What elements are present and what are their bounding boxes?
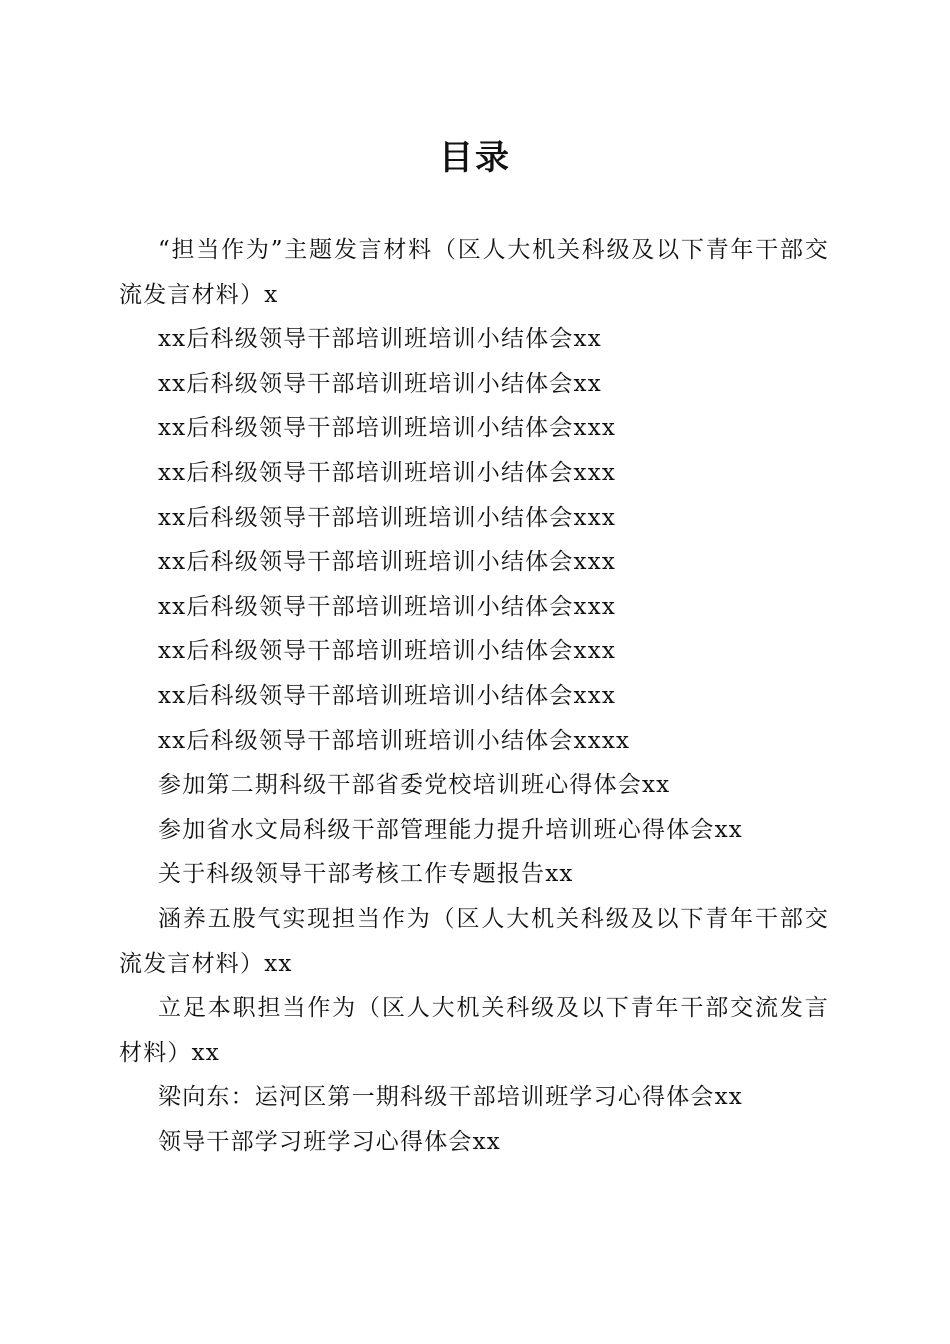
toc-entry: 关于科级领导干部考核工作专题报告xx (158, 861, 574, 888)
toc-entry: xx后科级领导干部培训班培训小结体会xxx (158, 504, 617, 531)
toc-entry: 参加第二期科级干部省委党校培训班心得体会xx (158, 772, 671, 799)
toc-entry: xx后科级领导干部培训班培训小结体会xxxx (158, 727, 631, 754)
toc-entry: “担当作为”主题发言材料（区人大机关科级及以下青年干部交流发言材料）x (119, 237, 829, 308)
toc-entry: xx后科级领导干部培训班培训小结体会xxx (158, 415, 617, 442)
toc-entry: 涵养五股气实现担当作为（区人大机关科级及以下青年干部交流发言材料）xx (119, 905, 829, 977)
toc-entry: xx后科级领导干部培训班培训小结体会xx (158, 326, 602, 353)
toc-entry: xx后科级领导干部培训班培训小结体会xx (158, 370, 602, 397)
page-title: 目录 (439, 138, 511, 178)
toc-entry: xx后科级领导干部培训班培训小结体会xxx (158, 638, 617, 665)
toc-entry: 领导干部学习班学习心得体会xx (158, 1128, 501, 1155)
toc-entry: 梁向东：运河区第一期科级干部培训班学习心得体会xx (158, 1084, 743, 1111)
table-of-contents (119, 228, 829, 1164)
toc-entry: xx后科级领导干部培训班培训小结体会xxx (158, 459, 617, 486)
toc-entry: xx后科级领导干部培训班培训小结体会xxx (158, 549, 617, 576)
toc-entry: xx后科级领导干部培训班培训小结体会xxx (158, 682, 617, 709)
toc-entry: 立足本职担当作为（区人大机关科级及以下青年干部交流发言材料）xx (119, 995, 829, 1066)
toc-entry: 参加省水文局科级干部管理能力提升培训班心得体会xx (158, 816, 743, 843)
toc-entry: xx后科级领导干部培训班培训小结体会xxx (158, 593, 617, 620)
